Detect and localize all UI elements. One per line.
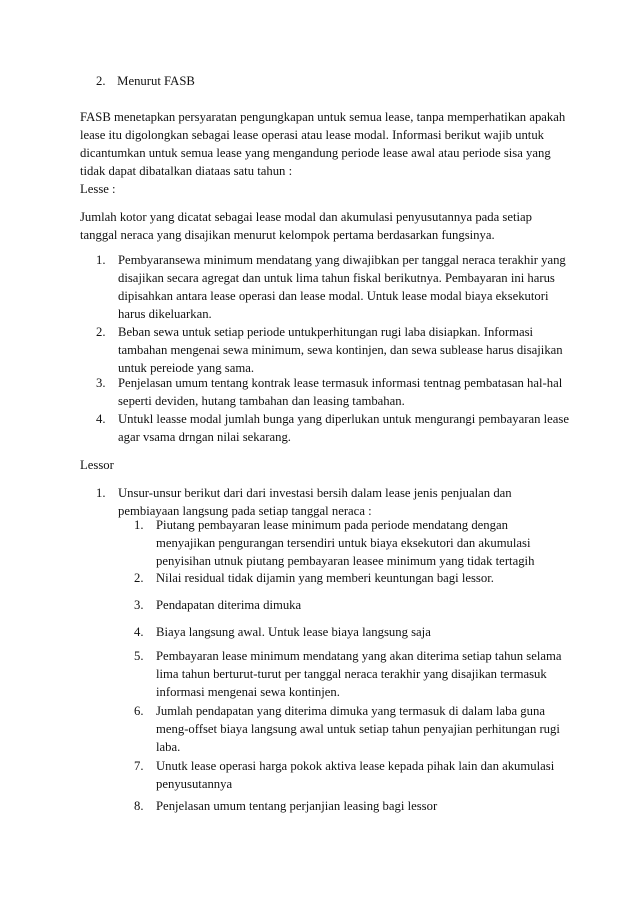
list-item: 1. Piutang pembayaran lease minimum pada periode mendatang dengan menyajikan pengurangan tersendiri untuk biaya eksekutori dan akumulasi penyisihan utnuk piutang pembayaran leasee minimum yang tidak tertagih bbox=[134, 518, 535, 568]
lessor-sublist bbox=[134, 569, 564, 587]
lessor-sublist bbox=[134, 757, 564, 793]
list-item: 1. Unsur-unsur berikut dari dari investasi bersih dalam lease jenis penjualan dan pembiayaan langsung pada setiap tanggal neraca : bbox=[96, 486, 512, 518]
section-heading bbox=[96, 72, 586, 90]
list-item: 8. Penjelasan umum tentang perjanjian leasing bagi lessor bbox=[134, 799, 438, 813]
lessor-sublist bbox=[134, 623, 564, 641]
lessee-title: Lesse : bbox=[80, 182, 116, 196]
list-item: 4. Biaya langsung awal. Untuk lease biaya langsung saja bbox=[134, 625, 431, 639]
lessee-intro-paragraph: Jumlah kotor yang dicatat sebagai lease modal dan akumulasi penyusutannya pada setiap tanggal neraca yang disajikan menurut kelompok pertama berdasarkan fungsinya. bbox=[80, 210, 533, 242]
list-item: 4. Untukl leasse modal jumlah bunga yang diperlukan untuk mengurangi pembayaran lease agar vsama drngan nilai sekarang. bbox=[96, 412, 569, 444]
list-item: 5. Pembayaran lease minimum mendatang yang akan diterima setiap tahun selama lima tahun berturut-turut per tanggal neraca terakhir yang disajikan termasuk informasi mengenai sewa kontinjen. bbox=[134, 649, 562, 699]
section-number: 2. bbox=[96, 74, 106, 88]
lessor-sublist bbox=[134, 516, 564, 570]
lessor-sublist bbox=[134, 702, 564, 756]
lessor-list bbox=[96, 484, 570, 520]
lessee-list-continued bbox=[96, 374, 570, 410]
list-item: 6. Jumlah pendapatan yang diterima dimuka yang termasuk di dalam laba guna meng-offset biaya langsung awal untuk setiap tahun penyajian perhitungan rugi laba. bbox=[134, 704, 560, 754]
lessor-sublist bbox=[134, 797, 564, 815]
lessor-title: Lessor bbox=[80, 458, 114, 472]
intro-paragraph: FASB menetapkan persyaratan pengungkapan untuk semua lease, tanpa memperhatikan apakah lease itu digolongkan sebagai lease operasi atau lease modal. Informasi berikut wajib untuk dicantumkan untuk semua lease yang mengandung periode lease awal atau periode sisa yang tidak dapat dibatalkan diataas satu tahun : bbox=[80, 110, 566, 178]
list-item: 1. Pembyaransewa minimum mendatang yang diwajibkan per tanggal neraca terakhir yang disajikan secara agregat dan untuk lima tahun fiskal berikutnya. Pembayaran ini harus dipisahkan antara lease operasi dan lease modal. Untuk lease modal biaya eksekutori harus dikeluarkan. bbox=[96, 253, 566, 321]
lessor-sublist bbox=[134, 647, 564, 701]
list-item: 7. Unutk lease operasi harga pokok aktiva lease kepada pihak lain dan akumulasi penyusutannya bbox=[134, 759, 555, 791]
lessor-sublist bbox=[134, 596, 564, 614]
lessee-list bbox=[96, 251, 570, 377]
list-item: 3. Penjelasan umum tentang kontrak lease termasuk informasi tentnag pembatasan hal-hal seperti deviden, hutang tambahan dan leasing tambahan. bbox=[96, 376, 563, 408]
section-title: Menurut FASB bbox=[117, 74, 195, 88]
list-item: 2. Beban sewa untuk setiap periode untukperhitungan rugi laba disiapkan. Informasi tambahan mengenai sewa minimum, sewa kontinjen, dan sewa sublease harus disajikan untuk pereiode yang sama. bbox=[96, 325, 563, 375]
list-item: 3. Pendapatan diterima dimuka bbox=[134, 598, 302, 612]
list-item: 2. Nilai residual tidak dijamin yang memberi keuntungan bagi lessor. bbox=[134, 571, 494, 585]
lessee-list-continued bbox=[96, 410, 570, 446]
